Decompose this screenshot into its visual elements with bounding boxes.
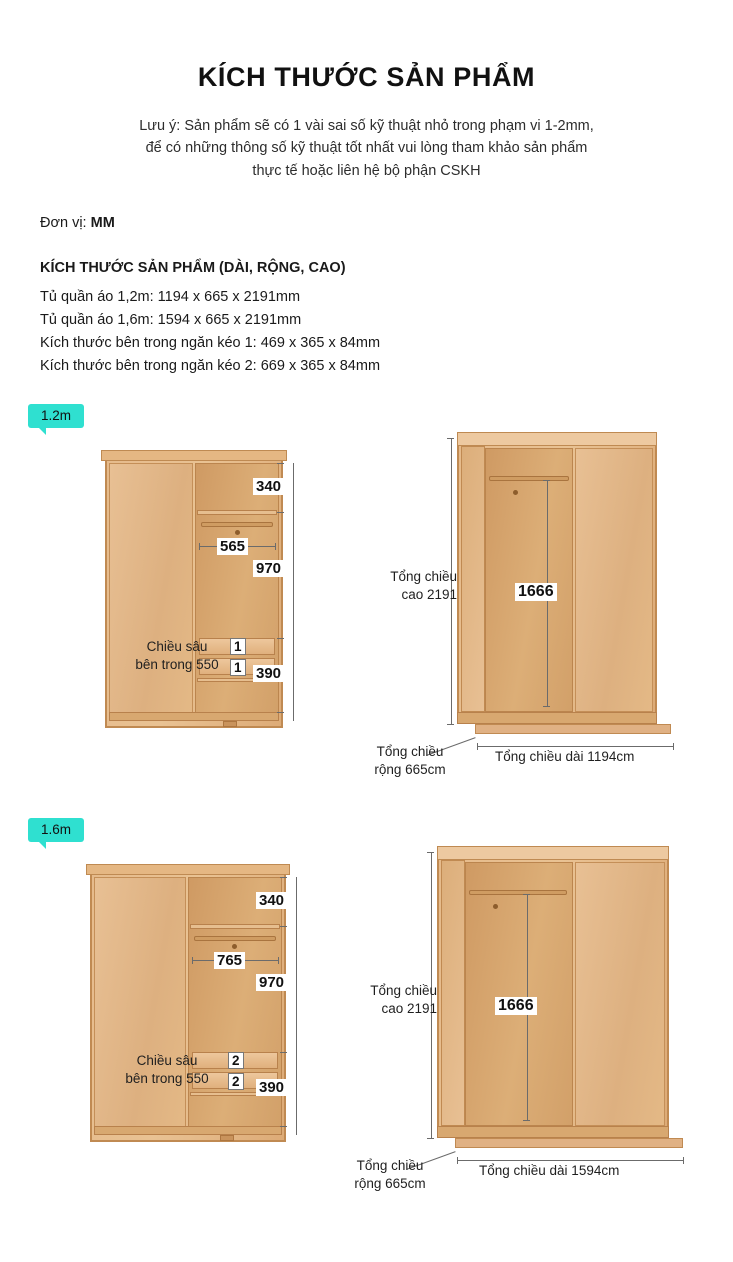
dim-340: 340 (253, 478, 284, 495)
iso-dim-tick-inner-top (543, 480, 550, 481)
unit-label: Đơn vị: (40, 215, 87, 232)
iso-hanging-rod-2 (469, 890, 567, 895)
dim-390-2: 390 (256, 1079, 287, 1096)
dim-tick-top (277, 463, 284, 464)
iso-rod-knob-icon (513, 490, 518, 495)
iso-base-2 (437, 1126, 669, 1138)
product-note (52, 115, 681, 182)
door-grain-line (191, 463, 193, 721)
dim-axis-right-2 (296, 877, 297, 1135)
iso-dim-1666: 1666 (515, 583, 557, 601)
iso-depth-2-line2: rộng 665cm (354, 1176, 426, 1192)
dim-tick-970 (277, 638, 284, 639)
note-line-1: Lưu ý: Sản phẩm sẽ có 1 vài sai số kỹ thuật nhỏ trong phạm vi 1-2mm, (139, 118, 594, 134)
iso-left-edge-2 (441, 860, 465, 1126)
depth-label-line1: Chiều sâu (146, 638, 208, 654)
wardrobe-top-cap-2 (86, 864, 290, 875)
dim-tick-width-left-2 (192, 957, 193, 964)
depth-label-2-line1: Chiều sâu (136, 1052, 198, 1068)
section-1-2m (0, 404, 733, 778)
section-tag-wrap-1 (28, 404, 733, 428)
dim-tick-width-right-2 (278, 957, 279, 964)
iso-dim-tick-inner-bottom (543, 706, 550, 707)
iso-depth-2-line1: Tổng chiều (356, 1157, 424, 1173)
dim-tick-width-right (275, 543, 276, 550)
spec-line-1: Tủ quần áo 1,2m: 1194 x 665 x 2191mm (40, 289, 301, 306)
dim-565: 565 (217, 538, 248, 555)
wardrobe-door-left-2 (94, 877, 186, 1135)
base-foot-2 (220, 1135, 234, 1141)
interior-shelf-2 (190, 924, 280, 929)
drawer-mark-1: 1 (230, 638, 246, 655)
wardrobe-base (109, 712, 279, 721)
iso-hanging-rod (489, 476, 569, 481)
spec-line-3: Kích thước bên trong ngăn kéo 1: 469 x 365 x 84mm (40, 335, 381, 352)
iso-height-line2: cao 2191 (401, 587, 457, 603)
iso-height-line1: Tổng chiều (390, 568, 457, 584)
base-foot (223, 721, 237, 727)
spec-line-2: Tủ quần áo 1,6m: 1594 x 665 x 2191mm (40, 312, 302, 329)
iso-dim-tick-inner-bottom-2 (523, 1120, 530, 1121)
note-line-3: thực tế hoặc liên hệ bộ phận CSKH (252, 162, 481, 179)
iso-depth-line1: Tổng chiều (376, 743, 444, 759)
dim-tick-970-2 (280, 1052, 287, 1053)
iso-door-right (575, 448, 653, 712)
iso-total-height-label (357, 568, 457, 604)
unit-row (40, 212, 733, 235)
iso-total-depth-label-2 (335, 1157, 445, 1193)
iso-view-1-6m (354, 842, 705, 1192)
iso-interior (485, 448, 573, 712)
iso-base-shadow (475, 724, 671, 734)
hanging-rod-2 (194, 936, 276, 941)
dim-765: 765 (214, 952, 245, 969)
iso-interior-2 (465, 862, 573, 1126)
iso-dim-tick-height-bottom-2 (427, 1138, 434, 1139)
iso-dim-tick-inner-top-2 (523, 894, 530, 895)
iso-base (457, 712, 657, 724)
iso-left-edge (461, 446, 485, 712)
interior-shelf (197, 510, 277, 515)
dim-tick-340-2 (280, 926, 287, 927)
wardrobe-interior (195, 463, 279, 721)
front-view-1-6m (90, 864, 300, 1144)
iso-dim-tick-length-left (477, 743, 478, 750)
iso-dim-tick-height-bottom (447, 724, 454, 725)
iso-dim-axis-length-2 (457, 1160, 683, 1161)
wardrobe-interior-2 (188, 877, 282, 1135)
unit-value: MM (90, 215, 115, 232)
drawer-mark-2: 1 (230, 659, 246, 676)
iso-dim-tick-height-top-2 (427, 852, 434, 853)
dim-970-2: 970 (256, 974, 287, 991)
iso-dim-tick-height-top (447, 438, 454, 439)
hanging-rod (201, 522, 273, 527)
iso-dim-1666-2: 1666 (495, 997, 537, 1015)
wardrobe-base-2 (94, 1126, 282, 1135)
diagram-1-2m (0, 428, 733, 778)
iso-total-length-label: Tổng chiều dài 1194cm (493, 748, 636, 766)
dim-340-2: 340 (256, 892, 287, 909)
rod-knob-icon-2 (232, 944, 237, 949)
page-title: KÍCH THƯỚC SẢN PHẨM (197, 62, 536, 92)
iso-height-2-line1: Tổng chiều (370, 982, 437, 998)
spec-line-4: Kích thước bên trong ngăn kéo 2: 669 x 365 x 84mm (40, 357, 381, 374)
iso-dim-tick-length-right-2 (683, 1157, 684, 1164)
section-tag-1-2m: 1.2m (28, 404, 84, 428)
specs-block (40, 212, 733, 377)
diagram-1-6m (0, 842, 733, 1192)
iso-dim-tick-length-left-2 (457, 1157, 458, 1164)
iso-door-right-2 (575, 862, 665, 1126)
iso-total-length-label-2: Tổng chiều dài 1594cm (477, 1162, 621, 1180)
dim-tick-340 (277, 512, 284, 513)
depth-label-line2: bên trong 550 (135, 657, 219, 673)
drawer-mark-4: 2 (228, 1073, 244, 1090)
iso-total-height-label-2 (337, 982, 437, 1018)
iso-view-1-2m (374, 428, 695, 778)
iso-depth-line2: rộng 665cm (374, 762, 446, 778)
section-tag-1-6m: 1.6m (28, 818, 84, 842)
note-line-2: để có những thông số kỹ thuật tốt nhất vui lòng tham khảo sản phẩm (145, 140, 588, 157)
iso-rod-knob-icon-2 (493, 904, 498, 909)
front-view-1-2m (105, 450, 295, 730)
iso-dim-axis-length (477, 746, 673, 747)
iso-height-2-line2: cao 2191 (381, 1001, 437, 1017)
depth-label-2 (87, 1052, 247, 1088)
iso-total-depth-label (355, 743, 465, 779)
dim-axis-right (293, 463, 294, 721)
dim-tick-bottom-2 (280, 1126, 287, 1127)
rod-knob-icon (235, 530, 240, 535)
dim-tick-width-left (199, 543, 200, 550)
dim-tick-top-2 (280, 877, 287, 878)
drawer-mark-3: 2 (228, 1052, 244, 1069)
section-tag-wrap-2 (28, 818, 733, 842)
dim-390: 390 (253, 665, 284, 682)
depth-label-2-line2: bên trong 550 (125, 1071, 209, 1087)
wardrobe-door-left (109, 463, 193, 721)
iso-top-panel-2 (437, 846, 669, 860)
dim-tick-bottom (277, 712, 284, 713)
specs-heading: KÍCH THƯỚC SẢN PHẨM (DÀI, RỘNG, CAO) (40, 260, 346, 277)
depth-label (102, 638, 252, 674)
section-1-6m (0, 818, 733, 1192)
iso-base-shadow-2 (455, 1138, 683, 1148)
wardrobe-top-cap (101, 450, 287, 461)
iso-dim-tick-length-right (673, 743, 674, 750)
dim-970: 970 (253, 560, 284, 577)
iso-top-panel (457, 432, 657, 446)
